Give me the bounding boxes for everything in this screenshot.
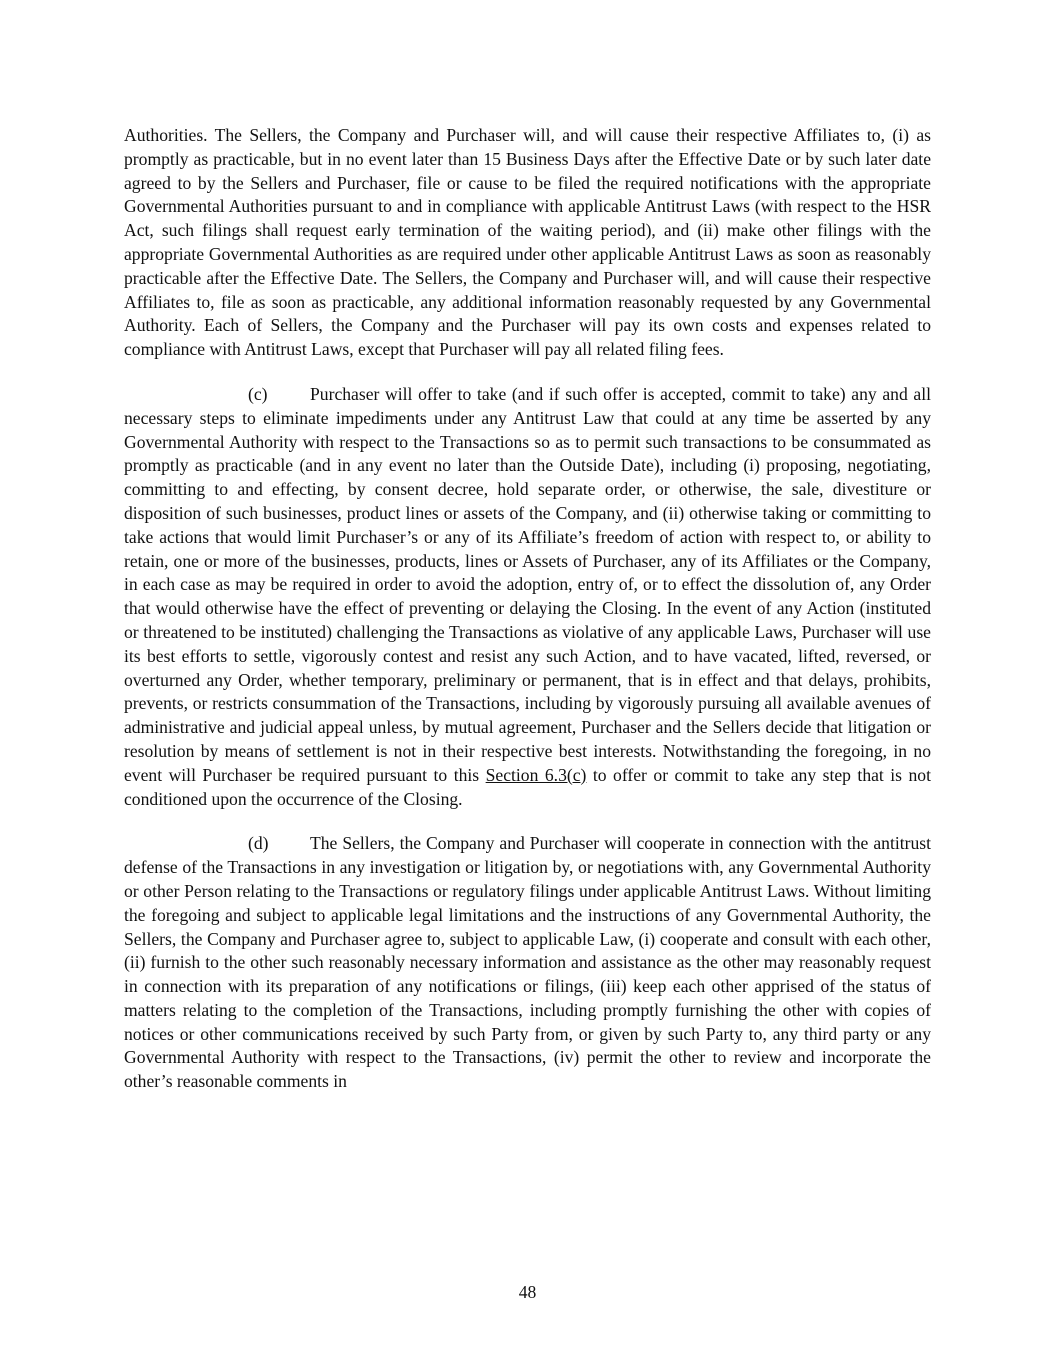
- paragraph-c-label: (c): [248, 383, 268, 404]
- paragraph-c-text-before: Purchaser will offer to take (and if such offer is accepted, commit to take) any and all necessary steps to eliminate impediments under any Antitrust Law that could at any time be asserted by any Governmental Authority with respect to the Transactions so as to permit such transactions to be consummated as promptly as practicable (and in any event no later than the Outside Date), including (i) proposing, negotiating, committing to and effecting, by consent decree, hold separate order, or otherwise, the sale, divestiture or disposition of such businesses, product lines or assets of the Company, and (ii) otherwise taking or committing to take actions that would limit Purchaser’s or any of its Affiliate’s freedom of action with respect to, or ability to retain, one or more of the businesses, products, lines or Assets of Purchaser, any of its Affiliates or the Company, in each case as may be required in order to avoid the adoption, entry of, or to effect the dissolution of, any Order that would otherwise have the effect of preventing or delaying the Closing. In the event of any Action (instituted or threatened to be instituted) challenging the Transactions as violative of any applicable Laws, Purchaser will use its best efforts to settle, vigorously contest and resist any such Action, and to have vacated, lifted, reversed, or overturned any Order, whether temporary, preliminary or permanent, that is in effect and that delays, prohibits, prevents, or restricts consummation of the Transactions, including by vigorously pursuing all available avenues of administrative and judicial appeal unless, by mutual agreement, Purchaser and the Sellers decide that litigation or resolution by means of settlement is not in their respective best interests. Notwithstanding the foregoing, in no event will Purchaser be required pursuant to this: [124, 383, 931, 785]
- paragraph-c-text-after: to offer or commit to take any step that is not conditioned upon the occurrence of the Closing.: [124, 764, 931, 809]
- paragraph-d-text: The Sellers, the Company and Purchaser will cooperate in connection with the antitrust defense of the Transactions in any investigation or litigation by, or negotiations with, any Governmental Authority or other Person relating to the Transactions or regulatory filings under applicable Antitrust Laws. Without limiting the foregoing and subject to applicable legal limitations and the instructions of any Governmental Authority, the Sellers, the Company and Purchaser agree to, subject to applicable Law, (i) cooperate and consult with each other, (ii) furnish to the other such reasonably necessary information and assistance as the other may reasonably request in connection with its preparation of any notifications or filings, (iii) keep each other apprised of the status of matters relating to the completion of the Transactions, including promptly furnishing the other with copies of notices or other communications received by such Party from, or given by such Party to, any third party or any Governmental Authority with respect to the Transactions, (iv) permit the other to review and incorporate the other’s reasonable comments in: [124, 833, 931, 1092]
- paragraph-authorities: Authorities. The Sellers, the Company and Purchaser will, and will cause their respective Affiliates to, (i) as promptly as practicable, but in no event later than 15 Business Days after the Effective Date or by such later date agreed to by the Sellers and Purchaser, file or cause to be filed the required notifications with the appropriate Governmental Authorities pursuant to and in compliance with applicable Antitrust Laws (with respect to the HSR Act, such filings shall request early termination of the waiting period), and (ii) make other filings with the appropriate Governmental Authorities as are required under other applicable Antitrust Laws as soon as reasonably practicable after the Effective Date. The Sellers, the Company and Purchaser will, and will cause their respective Affiliates to, file as soon as practicable, any additional information reasonably requested by any Governmental Authority. Each of Sellers, the Company and the Purchaser will pay its own costs and expenses related to compliance with Antitrust Laws, except that Purchaser will pay all related filing fees.: [124, 125, 931, 360]
- paragraph-c: [124, 383, 931, 811]
- body-text: [124, 124, 931, 1115]
- paragraph-d: [124, 832, 931, 1094]
- page-number: 48: [518, 1282, 537, 1302]
- paragraph-d-label: (d): [248, 833, 269, 854]
- section-6-3-c-reference: Section 6.3(c): [485, 764, 587, 785]
